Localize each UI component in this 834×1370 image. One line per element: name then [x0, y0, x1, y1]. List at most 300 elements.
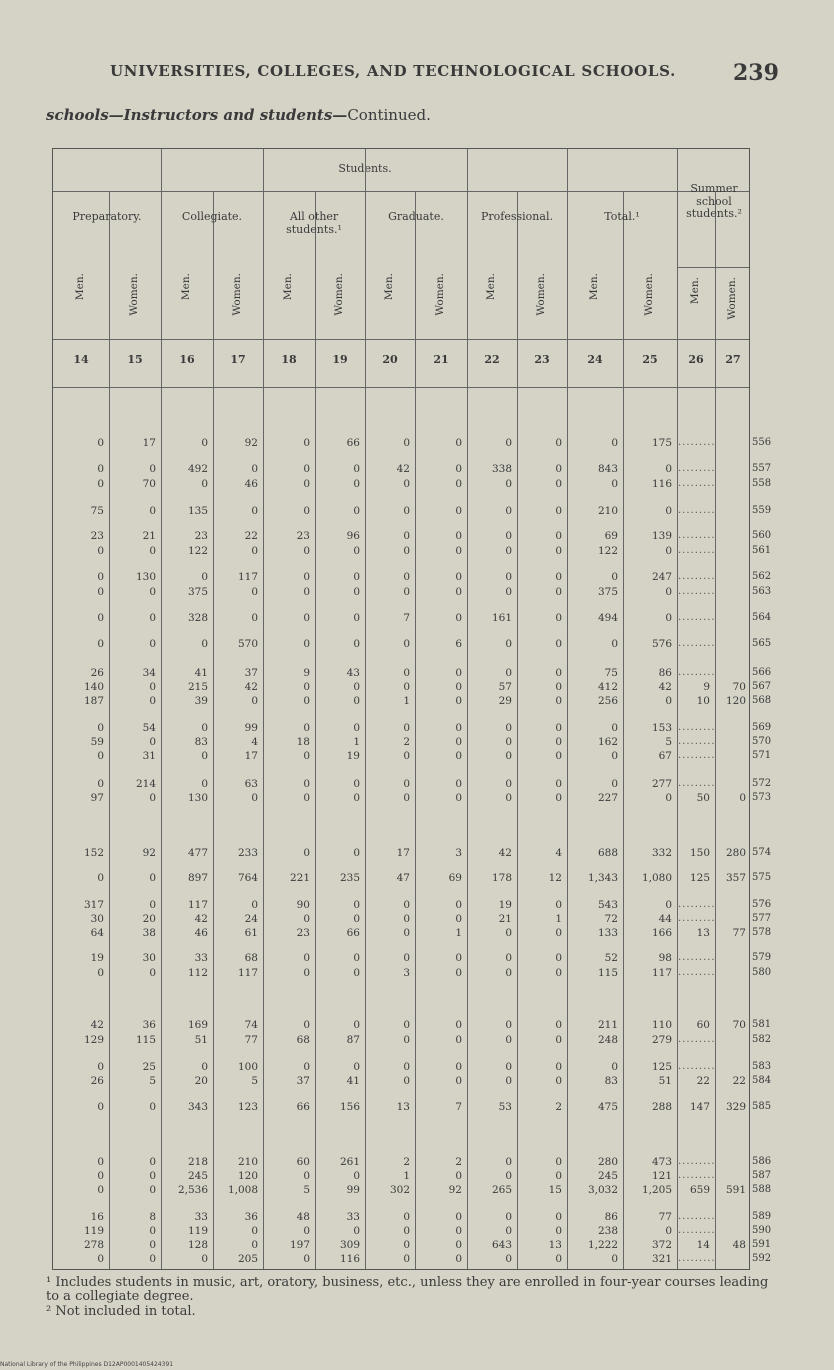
- table-cell: 0: [201, 750, 208, 762]
- row-number: 578: [752, 927, 772, 938]
- table-cell: 117: [237, 967, 258, 979]
- table-cell: 280: [725, 847, 746, 859]
- table-cell: 0: [149, 872, 156, 884]
- table-cell: 288: [651, 1101, 672, 1113]
- table-cell: 843: [597, 463, 618, 475]
- column-number: 16: [179, 353, 195, 366]
- table-cell: 0: [97, 1253, 104, 1265]
- table-cell: 0: [97, 750, 104, 762]
- table-cell: 0: [505, 478, 512, 490]
- table-cell: 61: [244, 927, 258, 939]
- table-cell: 0: [505, 1061, 512, 1073]
- table-cell: 0: [97, 437, 104, 449]
- table-cell: 42: [658, 681, 672, 693]
- table-cell: 96: [346, 530, 360, 542]
- women-header: Women.: [333, 273, 345, 316]
- table-cell: 0: [611, 750, 618, 762]
- table-cell: 492: [187, 463, 208, 475]
- table-cell: 0: [555, 681, 562, 693]
- table-cell: 25: [142, 1061, 156, 1073]
- row-number: 570: [752, 736, 772, 747]
- table-cell: 1: [353, 736, 360, 748]
- table-cell: 0: [455, 681, 462, 693]
- table-cell: 139: [651, 530, 672, 542]
- table-cell: 0: [97, 463, 104, 475]
- table-cell: 72: [604, 913, 618, 925]
- table-cell: 42: [194, 913, 208, 925]
- table-cell: 235: [339, 872, 360, 884]
- row-number: 577: [752, 913, 772, 924]
- table-cell: 12: [548, 872, 562, 884]
- table-cell: 0: [403, 638, 410, 650]
- table-cell: 37: [244, 667, 258, 679]
- table-cell: 0: [353, 681, 360, 693]
- table-cell: 67: [658, 750, 672, 762]
- table-cell: 0: [403, 792, 410, 804]
- table-cell: 375: [187, 586, 208, 598]
- table-cell: 279: [651, 1034, 672, 1046]
- table-cell: 245: [597, 1170, 618, 1182]
- table-cell: 0: [555, 437, 562, 449]
- table-cell: 0: [505, 437, 512, 449]
- table-cell: 0: [555, 1061, 562, 1073]
- page-number: 239: [733, 60, 779, 86]
- table-cell: 0: [455, 736, 462, 748]
- table-cell: 0: [303, 695, 310, 707]
- table-cell: 0: [353, 1170, 360, 1182]
- table-cell: 0: [555, 722, 562, 734]
- table-cell: 66: [346, 437, 360, 449]
- column-number: 15: [127, 353, 143, 366]
- table-cell: 0: [455, 952, 462, 964]
- table-cell: 0: [403, 530, 410, 542]
- table-cell: 0: [665, 545, 672, 557]
- table-cell: 26: [90, 1075, 104, 1087]
- table-cell: 0: [611, 638, 618, 650]
- table-cell: 643: [491, 1239, 512, 1251]
- table-cell: 0: [403, 1061, 410, 1073]
- table-cell: 66: [296, 1101, 310, 1113]
- group-header-professional: Professional.: [481, 210, 553, 223]
- table-cell: 0: [303, 1019, 310, 1031]
- table-cell: 0: [555, 1156, 562, 1168]
- leader-dots: .........: [678, 1253, 716, 1264]
- table-cell: 122: [597, 545, 618, 557]
- table-cell: 0: [353, 967, 360, 979]
- table-cell: 29: [498, 695, 512, 707]
- table-cell: 9: [703, 681, 710, 693]
- table-cell: 1,222: [587, 1239, 618, 1251]
- table-cell: 0: [403, 1211, 410, 1223]
- table-cell: 0: [149, 545, 156, 557]
- column-number: 22: [484, 353, 500, 366]
- table-cell: 0: [505, 967, 512, 979]
- leader-dots: .........: [678, 899, 716, 910]
- table-cell: 0: [149, 1253, 156, 1265]
- table-cell: 147: [689, 1101, 710, 1113]
- column-number: 17: [230, 353, 246, 366]
- table-cell: 0: [97, 1184, 104, 1196]
- table-cell: 412: [597, 681, 618, 693]
- table-cell: 0: [555, 952, 562, 964]
- table-cell: 33: [346, 1211, 360, 1223]
- table-cell: 0: [149, 1170, 156, 1182]
- table-cell: 112: [187, 967, 208, 979]
- row-number: 560: [752, 530, 772, 541]
- table-cell: 0: [353, 1019, 360, 1031]
- leader-dots: .........: [678, 667, 716, 678]
- table-cell: 0: [555, 695, 562, 707]
- table-cell: 543: [597, 899, 618, 911]
- table-cell: 0: [97, 778, 104, 790]
- row-number: 572: [752, 778, 772, 789]
- table-cell: 0: [555, 545, 562, 557]
- table-cell: 210: [597, 505, 618, 517]
- table-cell: 1: [403, 1170, 410, 1182]
- caption-italic: schools—Instructors and students—: [46, 106, 348, 124]
- table-cell: 133: [597, 927, 618, 939]
- row-number: 563: [752, 586, 772, 597]
- table-cell: 41: [346, 1075, 360, 1087]
- table-cell: 338: [491, 463, 512, 475]
- table-cell: 0: [403, 1253, 410, 1265]
- table-cell: 0: [97, 478, 104, 490]
- table-cell: 14: [696, 1239, 710, 1251]
- group-header-prep: Preparatory.: [72, 210, 142, 223]
- table-cell: 218: [187, 1156, 208, 1168]
- table-cell: 0: [455, 695, 462, 707]
- table-cell: 227: [597, 792, 618, 804]
- table-cell: 47: [396, 872, 410, 884]
- table-cell: 0: [455, 778, 462, 790]
- table-cell: 0: [455, 1225, 462, 1237]
- table-cell: 0: [611, 571, 618, 583]
- row-number: 579: [752, 952, 772, 963]
- table-cell: 0: [97, 1101, 104, 1113]
- table-cell: 0: [455, 750, 462, 762]
- table-cell: 2: [403, 736, 410, 748]
- row-number: 585: [752, 1101, 772, 1112]
- table-cell: 0: [251, 899, 258, 911]
- table-cell: 0: [611, 778, 618, 790]
- row-number: 587: [752, 1170, 772, 1181]
- table-cell: 166: [651, 927, 672, 939]
- row-number: 569: [752, 722, 772, 733]
- table-cell: 13: [696, 927, 710, 939]
- leader-dots: .........: [678, 638, 716, 649]
- table-cell: 0: [251, 1239, 258, 1251]
- table-cell: 1: [455, 927, 462, 939]
- table-cell: 372: [651, 1239, 672, 1251]
- table-cell: 0: [353, 571, 360, 583]
- table-cell: 51: [658, 1075, 672, 1087]
- table-cell: 0: [403, 899, 410, 911]
- table-cell: 0: [353, 847, 360, 859]
- row-number: 564: [752, 612, 772, 623]
- table-cell: 0: [303, 505, 310, 517]
- table-cell: 3: [403, 967, 410, 979]
- table-cell: 328: [187, 612, 208, 624]
- column-number: 19: [332, 353, 348, 366]
- table-cell: 1,080: [641, 872, 672, 884]
- table-cell: 42: [244, 681, 258, 693]
- students-heading: Students.: [338, 162, 392, 175]
- table-cell: 0: [251, 586, 258, 598]
- table-cell: 0: [353, 913, 360, 925]
- table-cell: 98: [658, 952, 672, 964]
- table-cell: 0: [353, 952, 360, 964]
- table-cell: 0: [353, 899, 360, 911]
- table-cell: 0: [455, 545, 462, 557]
- men-header: Men.: [74, 273, 86, 301]
- table-cell: 69: [604, 530, 618, 542]
- table-cell: 178: [491, 872, 512, 884]
- table-cell: 0: [303, 586, 310, 598]
- table-cell: 0: [149, 612, 156, 624]
- table-cell: 0: [555, 1170, 562, 1182]
- table-cell: 19: [90, 952, 104, 964]
- women-header: Women.: [434, 273, 446, 316]
- table-cell: 0: [353, 638, 360, 650]
- table-cell: 233: [237, 847, 258, 859]
- table-cell: 125: [651, 1061, 672, 1073]
- table-cell: 2: [403, 1156, 410, 1168]
- table-cell: 77: [244, 1034, 258, 1046]
- table-cell: 0: [505, 545, 512, 557]
- table-cell: 53: [498, 1101, 512, 1113]
- table-cell: 30: [90, 913, 104, 925]
- row-number: 571: [752, 750, 772, 761]
- table-cell: 17: [396, 847, 410, 859]
- table-cell: 0: [149, 463, 156, 475]
- table-cell: 0: [303, 1225, 310, 1237]
- table-cell: 0: [303, 612, 310, 624]
- table-cell: 17: [244, 750, 258, 762]
- table-cell: 77: [658, 1211, 672, 1223]
- table-cell: 0: [555, 927, 562, 939]
- table-cell: 37: [296, 1075, 310, 1087]
- table-cell: 90: [296, 899, 310, 911]
- table-cell: 0: [555, 505, 562, 517]
- table-cell: 34: [142, 667, 156, 679]
- table-cell: 0: [555, 750, 562, 762]
- table-cell: 2: [455, 1156, 462, 1168]
- table-cell: 0: [505, 750, 512, 762]
- table-cell: 0: [353, 545, 360, 557]
- table-cell: 570: [237, 638, 258, 650]
- table-cell: 0: [455, 478, 462, 490]
- table-cell: 69: [448, 872, 462, 884]
- table-cell: 123: [237, 1101, 258, 1113]
- table-cell: 210: [237, 1156, 258, 1168]
- table-cell: 0: [455, 437, 462, 449]
- leader-dots: .........: [678, 750, 716, 761]
- table-cell: 33: [194, 952, 208, 964]
- leader-dots: .........: [678, 437, 716, 448]
- table-cell: 0: [555, 792, 562, 804]
- table-cell: 0: [353, 505, 360, 517]
- table-cell: 0: [403, 952, 410, 964]
- row-number: 576: [752, 899, 772, 910]
- table-cell: 31: [142, 750, 156, 762]
- table-cell: 0: [455, 1239, 462, 1251]
- table-cell: 83: [194, 736, 208, 748]
- footnotes: [46, 1276, 776, 1319]
- row-number: 581: [752, 1019, 772, 1030]
- table-cell: 119: [187, 1225, 208, 1237]
- footnote-2: ² Not included in total.: [46, 1303, 196, 1319]
- leader-dots: .........: [678, 1061, 716, 1072]
- group-header-collegiate: Collegiate.: [181, 210, 243, 223]
- table-cell: 116: [651, 478, 672, 490]
- table-cell: 0: [403, 1225, 410, 1237]
- column-number: 20: [382, 353, 398, 366]
- column-number: 24: [587, 353, 603, 366]
- column-number: 23: [534, 353, 550, 366]
- table-cell: 0: [201, 638, 208, 650]
- table-cell: 0: [555, 586, 562, 598]
- table-cell: 309: [339, 1239, 360, 1251]
- table-cell: 0: [505, 1170, 512, 1182]
- table-cell: 0: [97, 967, 104, 979]
- table-cell: 0: [149, 736, 156, 748]
- table-cell: 0: [555, 899, 562, 911]
- table-cell: 5: [665, 736, 672, 748]
- table-cell: 688: [597, 847, 618, 859]
- table-cell: 0: [665, 1225, 672, 1237]
- table-cell: 0: [403, 505, 410, 517]
- table-cell: 477: [187, 847, 208, 859]
- table-cell: 0: [303, 722, 310, 734]
- table-cell: 0: [505, 1075, 512, 1087]
- table-cell: 0: [455, 1061, 462, 1073]
- row-number: 590: [752, 1225, 772, 1236]
- table-cell: 17: [142, 437, 156, 449]
- table-cell: 0: [403, 478, 410, 490]
- table-cell: 0: [149, 1156, 156, 1168]
- row-number: 558: [752, 478, 772, 489]
- table-cell: 30: [142, 952, 156, 964]
- table-cell: 280: [597, 1156, 618, 1168]
- table-cell: 135: [187, 505, 208, 517]
- running-head: UNIVERSITIES, COLLEGES, AND TECHNOLOGICAL SCHOOLS.: [110, 62, 677, 80]
- table-cell: 42: [498, 847, 512, 859]
- table-cell: 0: [455, 1019, 462, 1031]
- table-cell: 68: [296, 1034, 310, 1046]
- table-cell: 0: [149, 638, 156, 650]
- leader-dots: .........: [678, 571, 716, 582]
- leader-dots: .........: [678, 1034, 716, 1045]
- column-number: 18: [281, 353, 297, 366]
- table-cell: 0: [611, 437, 618, 449]
- table-cell: 115: [135, 1034, 156, 1046]
- table-cell: 117: [187, 899, 208, 911]
- table-cell: 5: [303, 1184, 310, 1196]
- table-cell: 0: [455, 463, 462, 475]
- table-cell: 0: [555, 571, 562, 583]
- table-cell: 0: [201, 722, 208, 734]
- table-cell: 0: [403, 927, 410, 939]
- table-cell: 0: [149, 1184, 156, 1196]
- table-cell: 0: [97, 571, 104, 583]
- table-cell: 0: [303, 437, 310, 449]
- table-cell: 0: [353, 478, 360, 490]
- table-cell: 66: [346, 927, 360, 939]
- table-cell: 0: [97, 586, 104, 598]
- table-cell: 0: [455, 586, 462, 598]
- row-number: 559: [752, 505, 772, 516]
- table-cell: 57: [498, 681, 512, 693]
- table-cell: 116: [339, 1253, 360, 1265]
- table-cell: 6: [455, 638, 462, 650]
- women-header: Women.: [231, 273, 243, 316]
- row-number: 580: [752, 967, 772, 978]
- table-cell: 0: [403, 778, 410, 790]
- table-cell: 77: [732, 927, 746, 939]
- women-header: Women.: [726, 277, 738, 320]
- table-cell: 0: [97, 1061, 104, 1073]
- table-cell: 0: [149, 792, 156, 804]
- table-cell: 125: [689, 872, 710, 884]
- row-number: 584: [752, 1075, 772, 1086]
- table-cell: 122: [187, 545, 208, 557]
- table-cell: 0: [555, 1253, 562, 1265]
- table-cell: 0: [505, 778, 512, 790]
- table-cell: 0: [555, 1225, 562, 1237]
- table-cell: 75: [604, 667, 618, 679]
- table-cell: 265: [491, 1184, 512, 1196]
- table-cell: 205: [237, 1253, 258, 1265]
- table-cell: 197: [289, 1239, 310, 1251]
- table-cell: 0: [555, 463, 562, 475]
- row-number: 588: [752, 1184, 772, 1195]
- leader-dots: .........: [678, 586, 716, 597]
- table-cell: 0: [455, 1211, 462, 1223]
- leader-dots: .........: [678, 478, 716, 489]
- table-cell: 247: [651, 571, 672, 583]
- table-cell: 332: [651, 847, 672, 859]
- table-cell: 0: [303, 1170, 310, 1182]
- leader-dots: .........: [678, 1170, 716, 1181]
- table-cell: 39: [194, 695, 208, 707]
- men-header: Men.: [180, 273, 192, 301]
- leader-dots: .........: [678, 722, 716, 733]
- footnote-1: ¹ Includes students in music, art, oratory, business, etc., unless they are enrolled in four-year courses leading to a collegiate degree.: [46, 1275, 769, 1305]
- table-cell: 99: [346, 1184, 360, 1196]
- table-cell: 92: [244, 437, 258, 449]
- table-cell: 0: [455, 1034, 462, 1046]
- table-cell: 36: [142, 1019, 156, 1031]
- table-cell: 92: [142, 847, 156, 859]
- table-cell: 0: [303, 1253, 310, 1265]
- table-cell: 0: [403, 571, 410, 583]
- table-cell: 0: [665, 792, 672, 804]
- table-cell: 215: [187, 681, 208, 693]
- table-cell: 68: [244, 952, 258, 964]
- table-cell: 3: [455, 847, 462, 859]
- table-cell: 0: [455, 571, 462, 583]
- table-cell: 1,008: [227, 1184, 258, 1196]
- table-cell: 0: [353, 463, 360, 475]
- table-cell: 897: [187, 872, 208, 884]
- table-cell: 0: [353, 722, 360, 734]
- table-cell: 51: [194, 1034, 208, 1046]
- library-imprint: National Library of the Philippines D12AP0001405424391: [0, 1361, 174, 1368]
- table-cell: 0: [555, 612, 562, 624]
- table-cell: 128: [187, 1239, 208, 1251]
- table-cell: 0: [97, 545, 104, 557]
- table-cell: 0: [455, 1075, 462, 1087]
